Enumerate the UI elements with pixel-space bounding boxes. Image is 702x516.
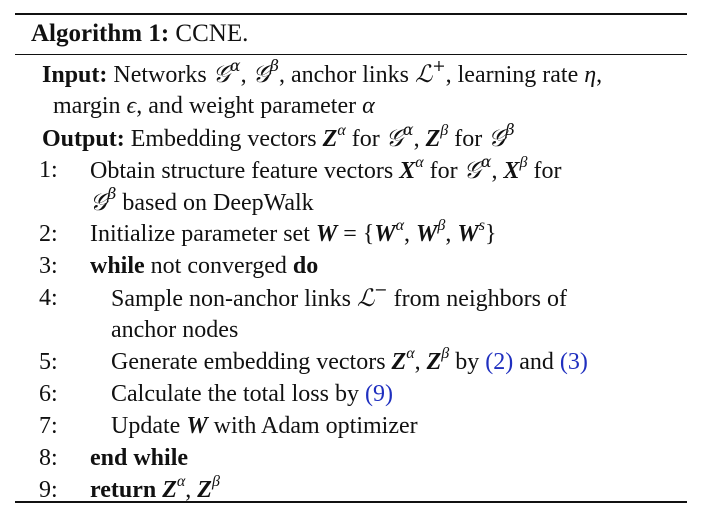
- step-5-line: Generate embedding vectors $Z^\alpha$, $Z^\beta$ by (2) and (3): [111, 345, 588, 375]
- keyword-end-while: end while: [90, 445, 189, 471]
- output-label: Output:: [42, 126, 125, 152]
- title-rule: [15, 54, 687, 55]
- step-3-line: while not converged do: [90, 253, 319, 279]
- keyword-return: return: [90, 477, 157, 503]
- step-number: 2:: [39, 221, 58, 247]
- algorithm-label: Algorithm 1:: [31, 20, 170, 47]
- step-1-line-2: 𝒢$^\beta$ based on DeepWalk: [90, 184, 314, 216]
- step-7-line: Update W with Adam optimizer: [111, 413, 418, 439]
- keyword-do: do: [292, 253, 319, 279]
- algorithm-block: [15, 13, 687, 503]
- input-line-2: margin ϵ, and weight parameter α: [53, 93, 375, 119]
- step-number: 5:: [39, 349, 58, 375]
- step-number: 6:: [39, 381, 58, 407]
- equation-ref-link[interactable]: (2): [485, 349, 514, 375]
- input-label: Input:: [42, 62, 108, 88]
- step-6-line: Calculate the total loss by (9): [111, 381, 393, 407]
- step-number: 1:: [39, 157, 58, 183]
- input-line-1: Input: Networks 𝒢$^\alpha$, 𝒢$^\beta$, anchor links ℒ+, learning rate η,: [42, 56, 603, 88]
- equation-ref-link[interactable]: (9): [364, 381, 393, 407]
- step-8-line: [90, 442, 188, 474]
- step-number: 9:: [39, 477, 58, 503]
- step-1-line-1: Obtain structure feature vectors $X^\alpha$ for 𝒢$^\alpha$, $X^\beta$ for: [90, 152, 562, 184]
- keyword-while: while: [90, 253, 145, 279]
- algorithm-name: CCNE.: [175, 20, 249, 47]
- top-rule: [15, 13, 687, 15]
- step-4-line-1: Sample non-anchor links ℒ− from neighbors of: [111, 280, 567, 312]
- step-number: 7:: [39, 413, 58, 439]
- step-2-line: Initialize parameter set $W = \{W^\alpha$, $W^\beta$, $W^s$}: [90, 217, 497, 247]
- step-number: 8:: [39, 445, 58, 471]
- step-4-line-2: anchor nodes: [111, 317, 239, 343]
- equation-ref-link[interactable]: (3): [559, 349, 588, 375]
- step-number: 4:: [39, 285, 58, 311]
- step-9-line: return $Z^\alpha$, $Z^\beta$: [90, 473, 220, 503]
- algorithm-title: [31, 17, 248, 50]
- output-line: Output: Embedding vectors $Z^\alpha$ for 𝒢$^\alpha$, $Z^\beta$ for 𝒢$^\beta$: [42, 120, 515, 152]
- step-number: 3:: [39, 253, 58, 279]
